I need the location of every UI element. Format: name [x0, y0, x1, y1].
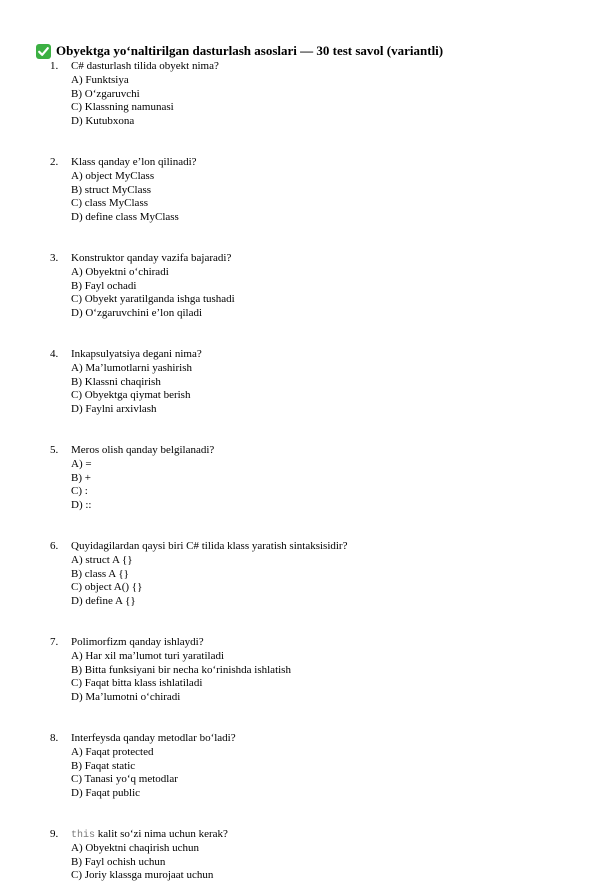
question-text: Interfeysda qanday metodlar bo‘ladi? [71, 732, 236, 744]
answer-option: A) Faqat protected [71, 746, 154, 758]
answer-options [71, 266, 570, 320]
answer-option: A) struct A {} [71, 554, 133, 566]
answer-options [71, 746, 570, 800]
code-keyword: this [71, 829, 96, 841]
question-heading [50, 155, 570, 170]
answer-option: D) :: [71, 498, 92, 511]
question-text: kalit so‘zi nima uchun kerak? [95, 827, 228, 840]
question-item [50, 539, 570, 608]
question-number: 9. [50, 828, 59, 840]
answer-option: A) Obyektni o‘chiradi [71, 266, 169, 278]
document-title [36, 41, 443, 61]
question-number: 8. [50, 732, 59, 744]
question-text: Polimorfizm qanday ishlaydi? [71, 636, 204, 648]
question-list [50, 59, 570, 883]
answer-option: A) Har xil ma’lumot turi yaratiladi [71, 650, 225, 662]
question-text: Inkapsulyatsiya degani nima? [71, 348, 202, 360]
answer-option: B) O‘zgaruvchi [71, 87, 140, 100]
question-text: Konstruktor qanday vazifa bajaradi? [71, 252, 232, 264]
question-number: 6. [50, 540, 59, 552]
answer-option: B) Faqat static [71, 759, 136, 772]
answer-options [71, 554, 570, 608]
answer-options [71, 362, 570, 416]
answer-option: D) define class MyClass [71, 210, 179, 223]
answer-option: D) Ma’lumotni o‘chiradi [71, 690, 181, 703]
answer-option: C) Tanasi yo‘q metodlar [71, 773, 178, 785]
answer-option: B) struct MyClass [71, 183, 152, 196]
answer-option: C) : [71, 485, 88, 497]
question-item [50, 731, 570, 800]
question-heading [50, 347, 570, 362]
answer-option: B) Bitta funksiyani bir necha ko‘rinishda ishlatish [71, 663, 291, 676]
answer-option: C) class MyClass [71, 197, 148, 209]
answer-options [71, 842, 570, 883]
question-heading [50, 59, 570, 74]
question-number: 2. [50, 156, 59, 168]
question-item [50, 155, 570, 224]
answer-option: C) object A() {} [71, 581, 143, 593]
answer-option: C) Klassning namunasi [71, 101, 174, 113]
document-title-text: Obyektga yo‘naltirilgan dasturlash asoslari — 30 test savol (variantli) [56, 43, 444, 58]
answer-options [71, 170, 570, 224]
answer-option: B) class A {} [71, 567, 129, 580]
answer-option: D) Faylni arxivlash [71, 402, 157, 415]
answer-option: C) Obyektga qiymat berish [71, 389, 191, 401]
answer-option: D) define A {} [71, 594, 136, 607]
question-heading [50, 731, 570, 746]
question-number: 4. [50, 348, 59, 360]
answer-option: D) Faqat public [71, 786, 141, 799]
answer-options [71, 74, 570, 128]
answer-option: C) Joriy klassga murojaat uchun [71, 869, 214, 881]
question-text: Quyidagilardan qaysi biri C# tilida klass yaratish sintaksisidir? [71, 540, 348, 552]
question-item [50, 827, 570, 883]
question-heading [50, 443, 570, 458]
question-number: 7. [50, 636, 59, 648]
answer-option: A) Obyektni chaqirish uchun [71, 842, 199, 854]
answer-option: C) Obyekt yaratilganda ishga tushadi [71, 293, 235, 305]
question-item [50, 347, 570, 416]
question-item [50, 443, 570, 512]
question-text: Meros olish qanday belgilanadi? [71, 444, 215, 456]
question-heading [50, 827, 570, 842]
question-number: 3. [50, 252, 59, 264]
question-item [50, 59, 570, 128]
question-item [50, 635, 570, 704]
question-text: C# dasturlash tilida obyekt nima? [71, 60, 219, 72]
question-number: 5. [50, 444, 59, 456]
answer-option: A) Ma’lumotlarni yashirish [71, 362, 192, 374]
answer-option: A) object MyClass [71, 170, 155, 182]
answer-option: B) Fayl ochish uchun [71, 855, 166, 868]
answer-option: B) Klassni chaqirish [71, 375, 161, 388]
answer-option: B) Fayl ochadi [71, 279, 137, 292]
answer-option: D) Kutubxona [71, 114, 135, 127]
answer-option: B) + [71, 471, 91, 484]
question-heading [50, 635, 570, 650]
answer-options [71, 650, 570, 704]
question-heading [50, 539, 570, 554]
question-text: Klass qanday e’lon qilinadi? [71, 156, 197, 168]
answer-option: C) Faqat bitta klass ishlatiladi [71, 677, 203, 689]
question-number: 1. [50, 60, 59, 72]
answer-option: D) O‘zgaruvchini e’lon qiladi [71, 306, 203, 319]
check-mark-icon [36, 44, 51, 59]
answer-options [71, 458, 570, 512]
question-item [50, 251, 570, 320]
question-heading [50, 251, 570, 266]
answer-option: A) Funktsiya [71, 74, 129, 86]
answer-option: A) = [71, 458, 92, 470]
